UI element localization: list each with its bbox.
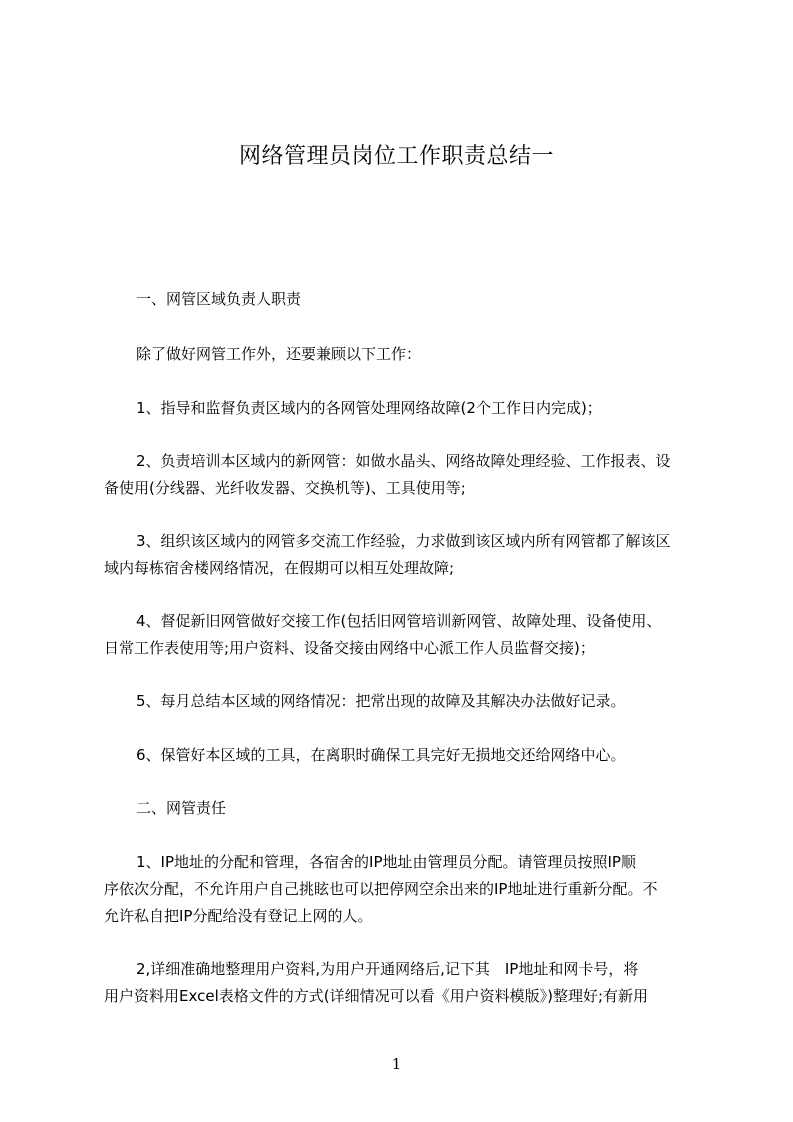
resp1-line3: 允许私自把IP分配给没有登记上网的人。 <box>104 907 373 925</box>
item2-line1: 2、负责培训本区域内的新网管：如做水晶头、网络故障处理经验、工作报表、设 <box>136 452 671 470</box>
resp2-line1: 2,详细准确地整理用户资料,为用户开通网络后,记下其 IP地址和网卡号，将 <box>136 960 639 978</box>
item3-line2: 域内每栋宿舍楼网络情况，在假期可以相互处理故障; <box>104 559 455 577</box>
page-number: 1 <box>391 1055 402 1073</box>
intro-paragraph: 除了做好网管工作外，还要兼顾以下工作： <box>136 345 422 363</box>
section1-heading: 一、网管区域负责人职责 <box>136 290 302 308</box>
item4-line2: 日常工作表使用等;用户资料、设备交接由网络中心派工作人员监督交接)； <box>104 639 595 657</box>
resp1-line1: 1、IP地址的分配和管理，各宿舍的IP地址由管理员分配。请管理员按照IP顺 <box>136 853 636 871</box>
resp1-line2: 序依次分配，不允许用户自己挑眩也可以把停网空余出来的IP地址进行重新分配。不 <box>104 880 658 898</box>
item3-line1: 3、组织该区域内的网管多交流工作经验，力求做到该区域内所有网管都了解该区 <box>136 532 671 550</box>
item1-paragraph: 1、指导和监督负责区域内的各网管处理网络故障(2个工作日内完成)； <box>136 399 602 417</box>
item6-paragraph: 6、保管好本区域的工具，在离职时确保工具完好无损地交还给网络中心。 <box>136 746 626 764</box>
resp2-line2: 用户资料用Excel表格文件的方式(详细情况可以看《用户资料模版》)整理好;有新用 <box>104 987 648 1005</box>
item4-line1: 4、督促新旧网管做好交接工作(包括旧网管培训新网管、故障处理、设备使用、 <box>136 612 662 630</box>
document-title: 网络管理员岗位工作职责总结一 <box>238 144 554 169</box>
item2-line2: 备使用(分线器、光纤收发器、交换机等)、工具使用等; <box>104 479 466 497</box>
item5-paragraph: 5、每月总结本区域的网络情况：把常出现的故障及其解决办法做好记录。 <box>136 692 626 710</box>
section2-heading: 二、网管责任 <box>136 799 227 817</box>
